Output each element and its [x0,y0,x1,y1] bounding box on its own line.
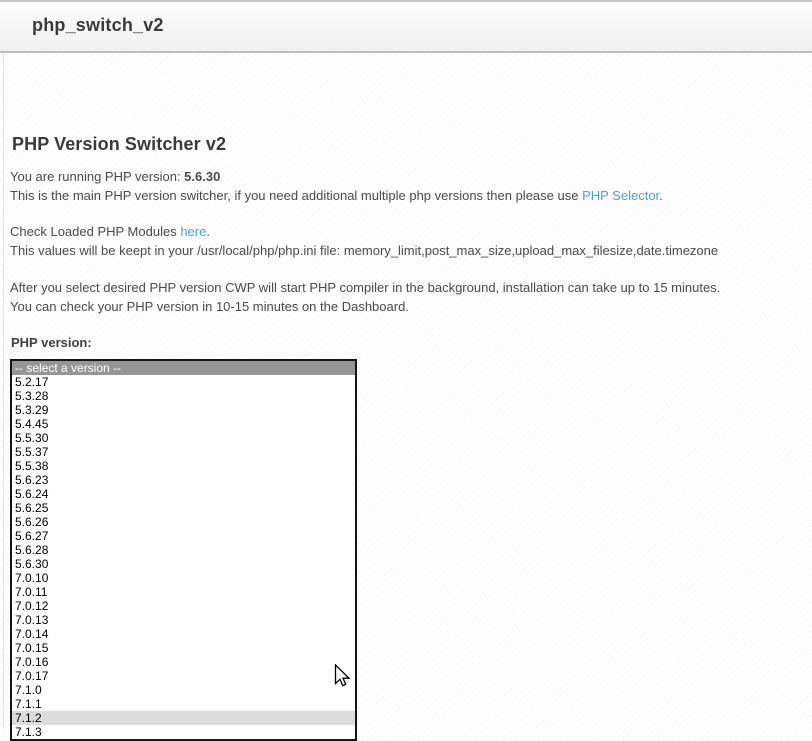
modules-period: . [206,224,210,239]
running-version-paragraph [10,168,663,205]
php-version-option[interactable]: 7.0.16 [15,655,49,669]
php-version-label: PHP version: [11,335,92,350]
running-version-text: You are running PHP version: [10,169,185,184]
php-version-option[interactable]: 7.1.1 [15,697,42,711]
page-title: PHP Version Switcher v2 [12,134,227,154]
module-title: php_switch_v2 [32,15,164,35]
modules-text: Check Loaded PHP Modules [10,224,181,239]
php-version-option[interactable]: 5.6.27 [15,529,49,543]
modules-paragraph [10,223,718,260]
php-version-option[interactable]: 5.4.45 [15,417,49,431]
php-version-option[interactable]: 7.1.3 [15,725,42,739]
switcher-info-text: This is the main PHP version switcher, if you need additional multiple php versions then please use [10,187,583,203]
php-version-option[interactable]: 7.0.15 [15,641,49,655]
php-version-option[interactable]: 7.0.10 [15,571,49,585]
php-version-option[interactable]: -- select a version -- [12,361,355,375]
php-version-option[interactable]: 5.5.30 [15,431,49,445]
php-version-option[interactable]: 7.0.11 [15,585,48,599]
php-version-option[interactable]: 5.5.38 [15,459,49,473]
php-version-option[interactable]: 5.6.24 [15,487,49,501]
php-version-option[interactable]: 5.6.30 [15,557,49,571]
php-version-option[interactable]: 5.6.26 [15,515,49,529]
php-version-option[interactable]: 7.1.2 [12,711,355,725]
php-version-option[interactable]: 5.2.17 [15,375,49,389]
content-area [0,53,812,739]
php-version-option[interactable]: 7.0.14 [15,627,49,641]
php-version-option[interactable]: 7.1.0 [15,683,42,697]
php-version-option[interactable]: 7.0.12 [15,599,49,613]
compiler-line1: After you select desired PHP version CWP will start PHP compiler in the background, installation can take up to 15 minutes. [10,280,721,295]
php-version-option[interactable]: 7.0.13 [15,613,49,627]
php-selector-link[interactable]: PHP Selector [582,187,660,203]
php-version-listbox[interactable] [10,359,357,741]
php-version-option[interactable]: 5.6.25 [15,501,49,515]
php-version-option[interactable]: 5.6.28 [15,543,49,557]
php-version-option[interactable]: 5.5.37 [15,445,49,459]
compiler-paragraph [10,279,720,316]
switcher-info-period: . [659,187,663,203]
php-version-option[interactable]: 5.3.28 [15,389,49,403]
compiler-line2: You can check your PHP version in 10-15 minutes on the Dashboard. [10,298,409,314]
module-titlebar [0,0,812,53]
ini-values-text: This values will be keept in your /usr/local/php/php.ini file: memory_limit,post_max_size,upload_max_filesize,date.timezone [10,242,719,258]
php-version-option[interactable]: 5.6.23 [15,473,49,487]
running-version-value: 5.6.30 [184,169,221,184]
php-version-option[interactable]: 5.3.29 [15,403,49,417]
modules-here-link[interactable]: here [180,224,207,239]
php-version-option[interactable]: 7.0.17 [15,669,49,683]
